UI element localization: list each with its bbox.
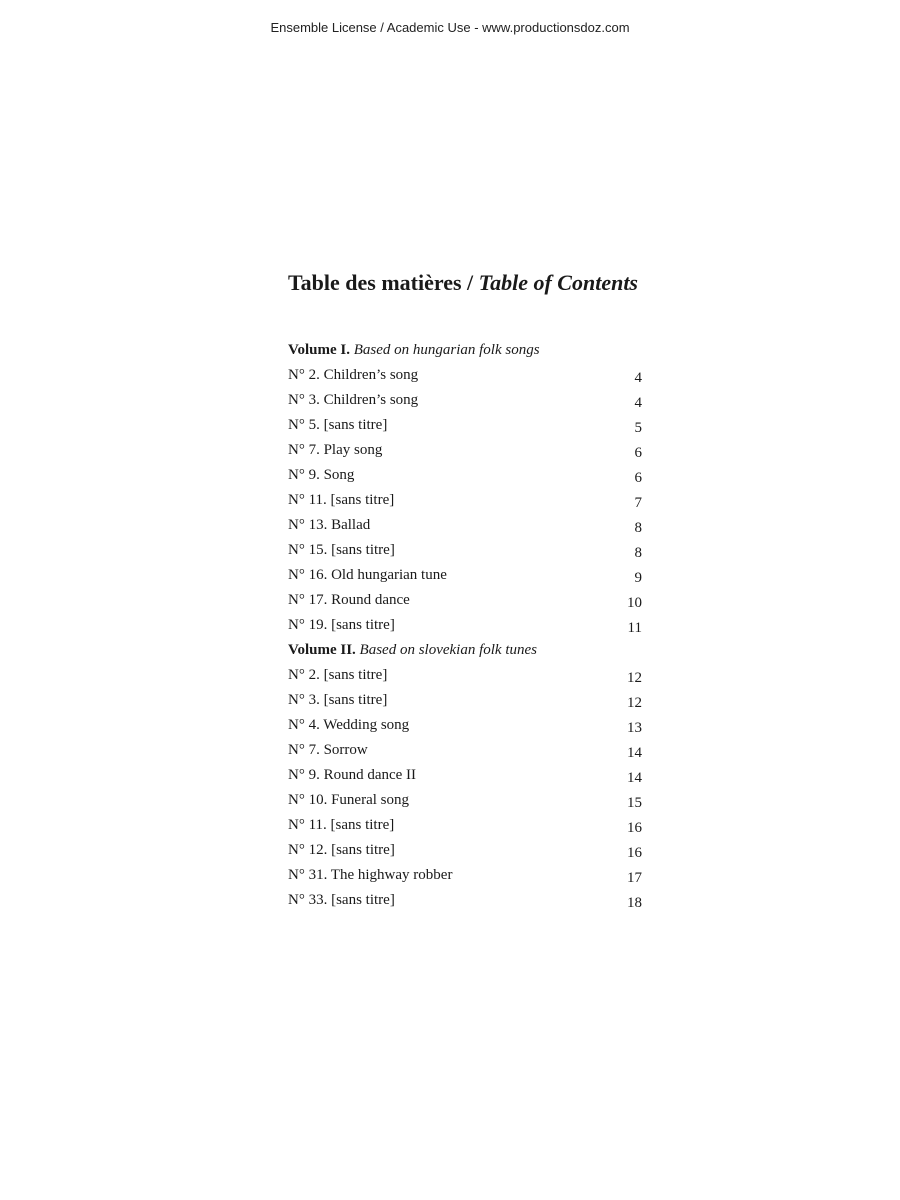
toc-entry — [288, 363, 642, 388]
toc-entry-title: N° 2. [sans titre] — [288, 667, 388, 683]
toc-entry — [288, 413, 642, 438]
toc-entry-title: N° 15. [sans titre] — [288, 542, 395, 558]
toc-entry-page: 14 — [627, 770, 642, 786]
toc-entry-title: N° 33. [sans titre] — [288, 892, 395, 908]
toc-entry — [288, 788, 642, 813]
toc-entry — [288, 713, 642, 738]
toc-entry-title: N° 10. Funeral song — [288, 792, 409, 808]
license-header: Ensemble License / Academic Use - www.productionsdoz.com — [270, 20, 630, 35]
toc-entry — [288, 563, 642, 588]
toc-entry-title: N° 16. Old hungarian tune — [288, 567, 447, 583]
toc-entry-page: 12 — [627, 695, 642, 711]
toc-entry — [288, 388, 642, 413]
toc-entry-page: 10 — [627, 595, 642, 611]
toc-entry — [288, 488, 642, 513]
toc-entry-page: 9 — [634, 570, 642, 586]
toc-entry-title: N° 7. Play song — [288, 442, 383, 458]
toc-entry-page: 8 — [634, 545, 642, 561]
toc-entry-page: 8 — [634, 520, 642, 536]
toc-entry-title: N° 19. [sans titre] — [288, 617, 395, 633]
toc-entry — [288, 538, 642, 563]
volume-heading — [288, 638, 642, 663]
toc-entry-title: N° 3. [sans titre] — [288, 692, 388, 708]
toc-entry — [288, 838, 642, 863]
toc-entry — [288, 438, 642, 463]
toc-entry-page: 7 — [634, 495, 642, 511]
toc-entry-title: N° 2. Children’s song — [288, 367, 419, 383]
toc-entry — [288, 588, 642, 613]
toc-entry-title: N° 17. Round dance — [288, 592, 410, 608]
toc-entry-page: 4 — [634, 370, 642, 386]
toc-entry-page: 18 — [627, 895, 642, 911]
toc-entry-page: 6 — [634, 470, 642, 486]
toc-entry-page: 11 — [627, 620, 642, 636]
toc-list — [288, 338, 642, 913]
volume-label: Volume I. — [288, 342, 350, 358]
toc-entry-page: 15 — [627, 795, 642, 811]
toc-title-fr: Table des matières / — [288, 270, 474, 295]
toc-entry-title: N° 31. The highway robber — [288, 867, 453, 883]
toc-entry — [288, 863, 642, 888]
toc-entry-page: 6 — [634, 445, 642, 461]
toc-entry-title: N° 5. [sans titre] — [288, 417, 388, 433]
toc-entry — [288, 888, 642, 913]
toc-entry — [288, 463, 642, 488]
toc-title — [288, 268, 642, 298]
toc-title-en: Table of Contents — [478, 270, 638, 295]
toc-entry — [288, 688, 642, 713]
volume-description: Based on hungarian folk songs — [353, 342, 540, 358]
toc-entry-title: N° 4. Wedding song — [288, 717, 410, 733]
toc-entry-title: N° 11. [sans titre] — [288, 817, 395, 833]
volume-label: Volume II. — [288, 642, 356, 658]
toc-entry-title: N° 3. Children’s song — [288, 392, 419, 408]
toc-entry-page: 12 — [627, 670, 642, 686]
toc-entry — [288, 663, 642, 688]
volume-description: Based on slovekian folk tunes — [359, 642, 538, 658]
toc-entry-page: 13 — [627, 720, 642, 736]
toc-entry — [288, 763, 642, 788]
toc-entry-page: 16 — [627, 845, 642, 861]
toc-entry — [288, 738, 642, 763]
toc-entry-page: 4 — [634, 395, 642, 411]
toc-entry — [288, 813, 642, 838]
toc-entry-title: N° 13. Ballad — [288, 517, 371, 533]
toc-entry-title: N° 11. [sans titre] — [288, 492, 395, 508]
toc-entry — [288, 513, 642, 538]
table-of-contents — [288, 268, 642, 913]
toc-entry-page: 5 — [634, 420, 642, 436]
toc-entry-title: N° 7. Sorrow — [288, 742, 368, 758]
toc-entry — [288, 613, 642, 638]
toc-entry-page: 17 — [627, 870, 642, 886]
toc-entry-page: 14 — [627, 745, 642, 761]
toc-entry-page: 16 — [627, 820, 642, 836]
toc-entry-title: N° 9. Round dance II — [288, 767, 417, 783]
toc-entry-title: N° 12. [sans titre] — [288, 842, 395, 858]
toc-entry-title: N° 9. Song — [288, 467, 355, 483]
volume-heading — [288, 338, 642, 363]
